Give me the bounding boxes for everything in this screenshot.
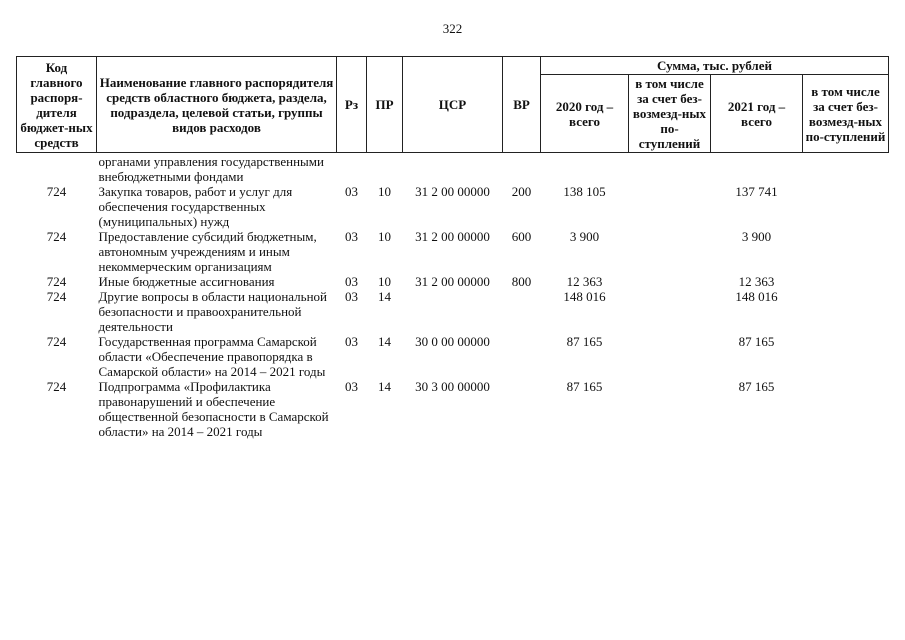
cell-2021-total: 148 016 <box>735 289 778 304</box>
cell-2021-free <box>803 153 889 185</box>
cell-pr: 14 <box>378 334 391 349</box>
table-row <box>17 274 889 289</box>
table-header <box>17 57 889 153</box>
header-rz: Рз <box>337 57 367 153</box>
header-pr: ПР <box>367 57 403 153</box>
header-sum-group: Сумма, тыс. рублей <box>541 57 889 75</box>
header-name: Наименование главного распорядителя средств областного бюджета, раздела, подраздела, целевой статьи, группы видов расходов <box>97 57 337 153</box>
cell-2020-total: 12 363 <box>566 274 603 289</box>
cell-vr <box>503 379 541 439</box>
cell-pr: 14 <box>378 289 391 304</box>
cell-csr: 30 3 00 00000 <box>415 379 490 394</box>
cell-2020-free <box>629 334 711 379</box>
cell-2020-total: 3 900 <box>569 229 600 244</box>
table-row <box>17 379 889 439</box>
cell-2020-free <box>629 153 711 185</box>
header-2021-free: в том числе за счет без-возмезд-ных по-ступлений <box>803 75 889 153</box>
cell-name: Предоставление субсидий бюджетным, автономным учреждениям и иным некоммерческим организациям <box>98 229 317 274</box>
cell-code: 724 <box>46 289 67 304</box>
cell-rz: 03 <box>345 289 358 304</box>
cell-2020-total: 138 105 <box>563 184 606 199</box>
cell-2021-total: 3 900 <box>741 229 772 244</box>
header-csr: ЦСР <box>403 57 503 153</box>
cell-2021-free <box>803 274 889 289</box>
cell-name: Подпрограмма «Профилактика правонарушений и обеспечение общественной безопасности в Самарской области» на 2014 – 2021 годы <box>98 379 329 439</box>
cell-code: 724 <box>46 184 67 199</box>
table-row <box>17 153 889 185</box>
cell-pr: 10 <box>378 229 391 244</box>
cell-pr: 10 <box>378 184 391 199</box>
cell-code: 724 <box>46 379 67 394</box>
cell-name: Государственная программа Самарской области «Обеспечение правопорядка в Самарской области» на 2014 – 2021 годы <box>98 334 326 379</box>
cell-csr: 30 0 00 00000 <box>415 334 490 349</box>
header-vr: ВР <box>503 57 541 153</box>
cell-rz: 03 <box>345 274 358 289</box>
table-row <box>17 184 889 229</box>
cell-2020-total: 87 165 <box>566 379 603 394</box>
cell-rz: 03 <box>345 379 358 394</box>
cell-vr <box>503 153 541 185</box>
cell-pr <box>367 153 403 185</box>
table-row <box>17 289 889 334</box>
cell-csr: 31 2 00 00000 <box>415 229 490 244</box>
cell-pr: 10 <box>378 274 391 289</box>
cell-2020-free <box>629 229 711 274</box>
header-2020-total: 2020 год – всего <box>541 75 629 153</box>
cell-2020-total: 148 016 <box>563 289 606 304</box>
header-2021-total: 2021 год – всего <box>711 75 803 153</box>
table-row <box>17 334 889 379</box>
cell-2021-free <box>803 289 889 334</box>
cell-rz: 03 <box>345 334 358 349</box>
header-code: Код главного распоря-дителя бюджет-ных средств <box>17 57 97 153</box>
cell-2020-free <box>629 289 711 334</box>
page-number: 322 <box>442 21 463 36</box>
cell-2021-total <box>711 153 803 185</box>
cell-code: 724 <box>46 229 67 244</box>
cell-csr: 31 2 00 00000 <box>415 274 490 289</box>
cell-rz: 03 <box>345 184 358 199</box>
cell-vr <box>503 334 541 379</box>
cell-name: органами управления государственными внебюджетными фондами <box>98 154 324 184</box>
cell-vr <box>503 289 541 334</box>
cell-2020-free <box>629 379 711 439</box>
budget-table <box>16 56 889 439</box>
cell-name: Закупка товаров, работ и услуг для обеспечения государственных (муниципальных) нужд <box>98 184 293 229</box>
cell-2021-total: 137 741 <box>735 184 778 199</box>
table-row <box>17 229 889 274</box>
cell-rz: 03 <box>345 229 358 244</box>
header-2020-free: в том числе за счет без-возмезд-ных по-ступлений <box>629 75 711 153</box>
cell-pr: 14 <box>378 379 391 394</box>
cell-2021-total: 12 363 <box>738 274 775 289</box>
cell-csr <box>403 289 503 334</box>
cell-code <box>17 153 97 185</box>
table-body <box>17 153 889 440</box>
cell-2020-total <box>541 153 629 185</box>
cell-2021-free <box>803 184 889 229</box>
cell-code: 724 <box>46 274 67 289</box>
cell-csr <box>403 153 503 185</box>
cell-2020-free <box>629 184 711 229</box>
cell-vr: 800 <box>511 274 532 289</box>
cell-2020-total: 87 165 <box>566 334 603 349</box>
cell-2021-total: 87 165 <box>738 379 775 394</box>
cell-2021-free <box>803 379 889 439</box>
cell-name: Иные бюджетные ассигнования <box>98 274 275 289</box>
cell-csr: 31 2 00 00000 <box>415 184 490 199</box>
cell-code: 724 <box>46 334 67 349</box>
cell-name: Другие вопросы в области национальной безопасности и правоохранительной деятельности <box>98 289 327 334</box>
cell-vr: 200 <box>511 184 532 199</box>
cell-rz <box>337 153 367 185</box>
cell-2020-free <box>629 274 711 289</box>
cell-2021-free <box>803 229 889 274</box>
cell-2021-free <box>803 334 889 379</box>
cell-vr: 600 <box>511 229 532 244</box>
cell-2021-total: 87 165 <box>738 334 775 349</box>
